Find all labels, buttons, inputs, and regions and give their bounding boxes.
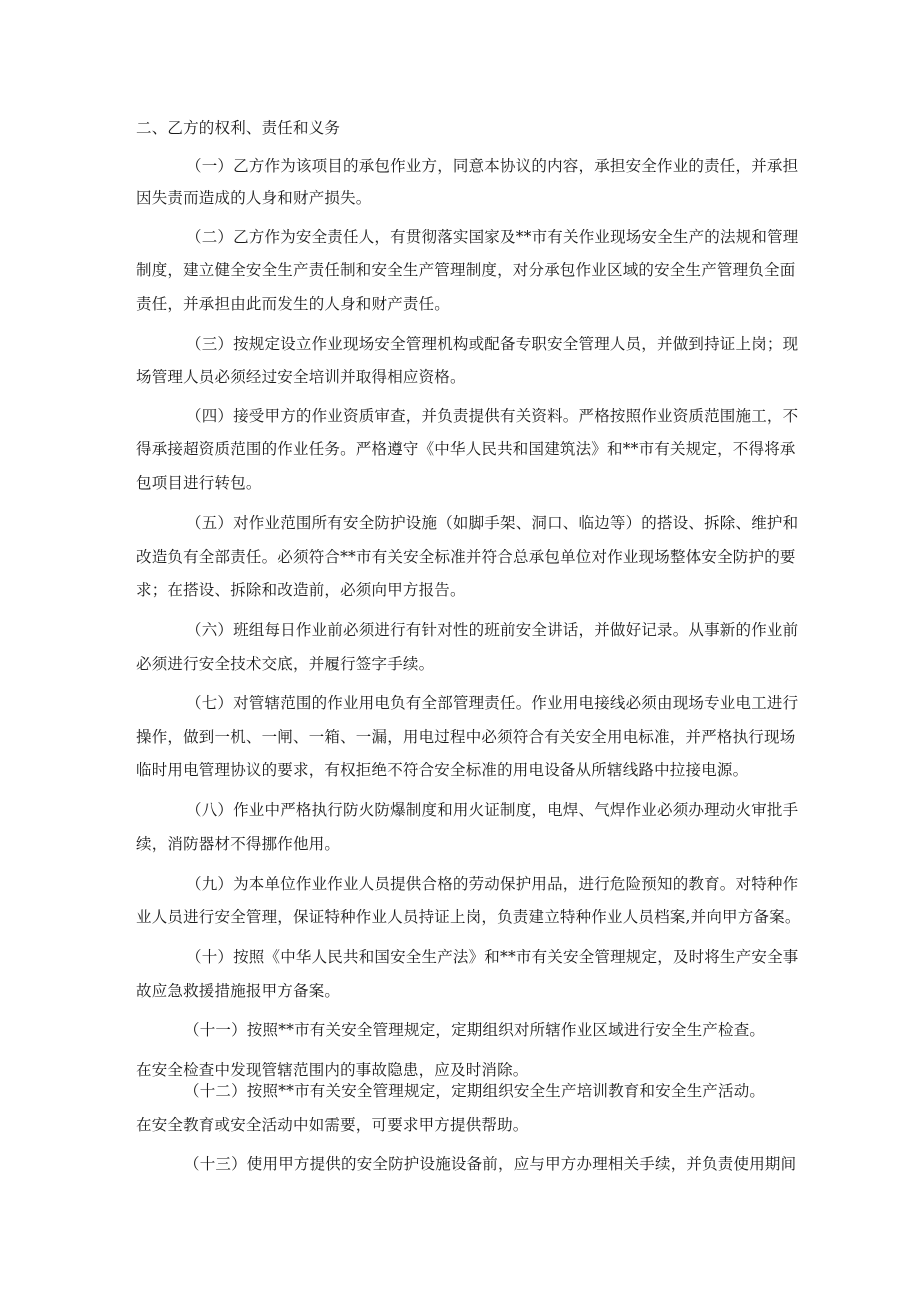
paragraph-9-line-2: 业人员进行安全管理，保证特种作业人员持证上岗，负责建立特种作业人员档案,并向甲方备案。 [136, 908, 801, 926]
paragraph-5-line-2: 改造负有全部责任。必须符合**市有关安全标准并符合总承包单位对作业现场整体安全防护的要 [136, 548, 796, 566]
paragraph-11-line-2: 在安全检查中发现管辖范围内的事故隐患，应及时消除。 [136, 1061, 529, 1079]
paragraph-2-line-1: （二）乙方作为安全责任人，有贯彻落实国家及**市有关作业现场安全生产的法规和管理 [186, 228, 799, 246]
paragraph-8-line-2: 续，消防器材不得挪作他用。 [136, 835, 341, 853]
paragraph-10-line-1: （十）按照《中华人民共和国安全生产法》和**市有关安全管理规定，及时将生产安全事 [186, 948, 799, 966]
paragraph-4-line-3: 包项目进行转包。 [136, 474, 262, 492]
paragraph-1-line-2: 因失责而造成的人身和财产损失。 [136, 189, 372, 207]
paragraph-12-line-2: 在安全教育或安全活动中如需要，可要求甲方提供帮助。 [136, 1116, 529, 1134]
paragraph-11-line-1: （十一）按照**市有关安全管理规定，定期组织对所辖作业区域进行安全生产检查。 [184, 1021, 766, 1039]
paragraph-7-line-1: （七）对管辖范围的作业用电负有全部管理责任。作业用电接线必须由现场专业电工进行 [186, 694, 799, 712]
paragraph-13-line-1: （十三）使用甲方提供的安全防护设施设备前，应与甲方办理相关手续，并负责使用期间 [184, 1155, 797, 1173]
paragraph-5-line-1: （五）对作业范围所有安全防护设施（如脚手架、洞口、临边等）的搭设、拆除、维护和 [186, 514, 799, 532]
section-heading: 二、乙方的权利、责任和义务 [136, 119, 341, 137]
paragraph-7-line-2: 操作，做到一机、一闸、一箱、一漏，用电过程中必须符合有关安全用电标准，并严格执行现场 [136, 728, 796, 746]
paragraph-4-line-1: （四）接受甲方的作业资质审查，并负责提供有关资料。严格按照作业资质范围施工，不 [186, 407, 799, 425]
paragraph-12-line-1: （十二）按照**市有关安全管理规定，定期组织安全生产培训教育和安全生产活动。 [184, 1082, 766, 1100]
paragraph-5-line-3: 求；在搭设、拆除和改造前，必须向甲方报告。 [136, 581, 466, 599]
paragraph-7-line-3: 临时用电管理协议的要求，有权拒绝不符合安全标准的用电设备从所辖线路中拉接电源。 [136, 761, 749, 779]
paragraph-2-line-2: 制度，建立健全安全生产责任制和安全生产管理制度，对分承包作业区域的安全生产管理负全面 [136, 261, 796, 279]
paragraph-6-line-1: （六）班组每日作业前必须进行有针对性的班前安全讲话，并做好记录。从事新的作业前 [186, 621, 799, 639]
paragraph-9-line-1: （九）为本单位作业作业人员提供合格的劳动保护用品，进行危险预知的教育。对特种作 [186, 875, 799, 893]
paragraph-10-line-2: 故应急救援措施报甲方备案。 [136, 982, 341, 1000]
paragraph-2-line-3: 责任，并承担由此而发生的人身和财产责任。 [136, 295, 451, 313]
paragraph-1-line-1: （一）乙方作为该项目的承包作业方，同意本协议的内容，承担安全作业的责任，并承担 [186, 157, 799, 175]
paragraph-3-line-1: （三）按规定设立作业现场安全管理机构或配备专职安全管理人员，并做到持证上岗；现 [186, 335, 799, 353]
paragraph-3-line-2: 场管理人员必须经过安全培训并取得相应资格。 [136, 368, 466, 386]
paragraph-4-line-2: 得承接超资质范围的作业任务。严格遵守《中华人民共和国建筑法》和**市有关规定，不得将承 [136, 440, 796, 458]
paragraph-6-line-2: 必须进行安全技术交底，并履行签字手续。 [136, 655, 435, 673]
paragraph-8-line-1: （八）作业中严格执行防火防爆制度和用火证制度，电焊、气焊作业必须办理动火审批手 [186, 801, 799, 819]
